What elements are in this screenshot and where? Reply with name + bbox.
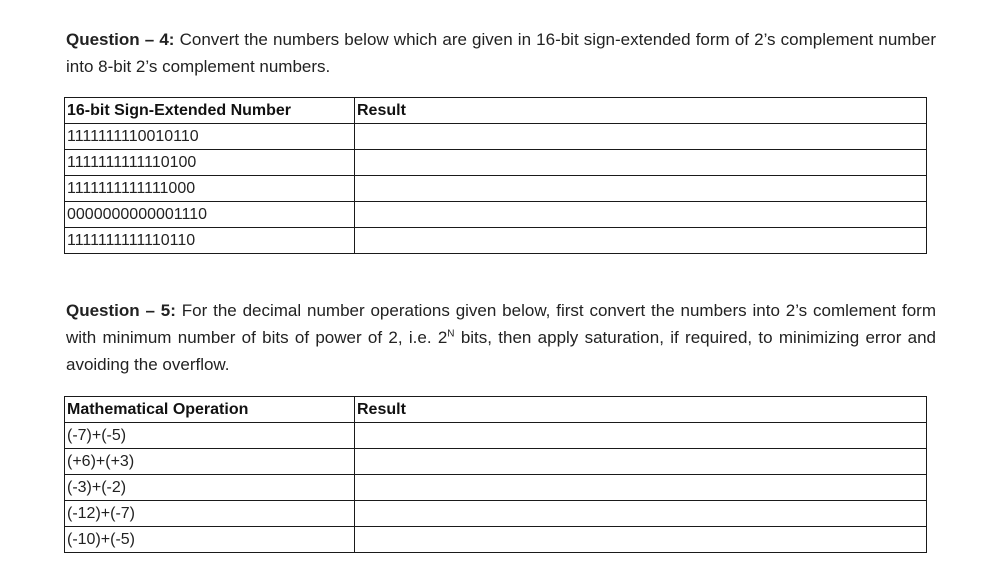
result-cell[interactable]: [355, 124, 927, 150]
result-cell[interactable]: [355, 501, 927, 527]
result-cell[interactable]: [355, 228, 927, 254]
number-cell: 1111111111110100: [65, 150, 355, 176]
question-4-label: Question – 4:: [66, 30, 175, 49]
table-row: [65, 475, 927, 501]
question-5-text-after: bits, then apply saturation, if required, to minimizing error and avoiding the overflow.: [66, 328, 937, 374]
operation-cell: (+6)+(+3): [65, 449, 355, 475]
table-row: [65, 501, 927, 527]
result-cell[interactable]: [355, 150, 927, 176]
operation-cell: (-3)+(-2): [65, 475, 355, 501]
question-5: [66, 297, 936, 378]
table-row: [65, 449, 927, 475]
table-row: [65, 150, 927, 176]
question-4: [66, 26, 936, 80]
result-cell[interactable]: [355, 475, 927, 501]
column-header-operation: Mathematical Operation: [65, 397, 355, 423]
result-cell[interactable]: [355, 449, 927, 475]
operation-cell: (-10)+(-5): [65, 527, 355, 553]
table-header-row: [65, 98, 927, 124]
table-row: [65, 124, 927, 150]
table-row: [65, 228, 927, 254]
operations-table: [64, 396, 927, 553]
question-4-text: Convert the numbers below which are given in 16-bit sign-extended form of 2’s complement number into 8-bit 2’s complement numbers.: [66, 30, 937, 76]
number-cell: 0000000000001110: [65, 202, 355, 228]
table-row: [65, 527, 927, 553]
column-header-result: Result: [355, 98, 927, 124]
question-5-label: Question – 5:: [66, 301, 176, 320]
result-cell[interactable]: [355, 527, 927, 553]
number-cell: 1111111111111000: [65, 176, 355, 202]
operation-cell: (-12)+(-7): [65, 501, 355, 527]
number-cell: 1111111111110110: [65, 228, 355, 254]
table-header-row: [65, 397, 927, 423]
power-superscript: N: [447, 328, 455, 340]
table-row: [65, 176, 927, 202]
question-5-text-before: For the decimal number operations given below, first convert the numbers into 2’s comlement form with minimum number of bits of power of 2, i.e. 2: [66, 301, 936, 347]
result-cell[interactable]: [355, 176, 927, 202]
question-5-text: [66, 301, 936, 374]
number-cell: 1111111110010110: [65, 124, 355, 150]
table-row: [65, 202, 927, 228]
column-header-number: 16-bit Sign-Extended Number: [65, 98, 355, 124]
result-cell[interactable]: [355, 423, 927, 449]
operation-cell: (-7)+(-5): [65, 423, 355, 449]
result-cell[interactable]: [355, 202, 927, 228]
conversion-table: [64, 97, 927, 254]
table-row: [65, 423, 927, 449]
column-header-result: Result: [355, 397, 927, 423]
